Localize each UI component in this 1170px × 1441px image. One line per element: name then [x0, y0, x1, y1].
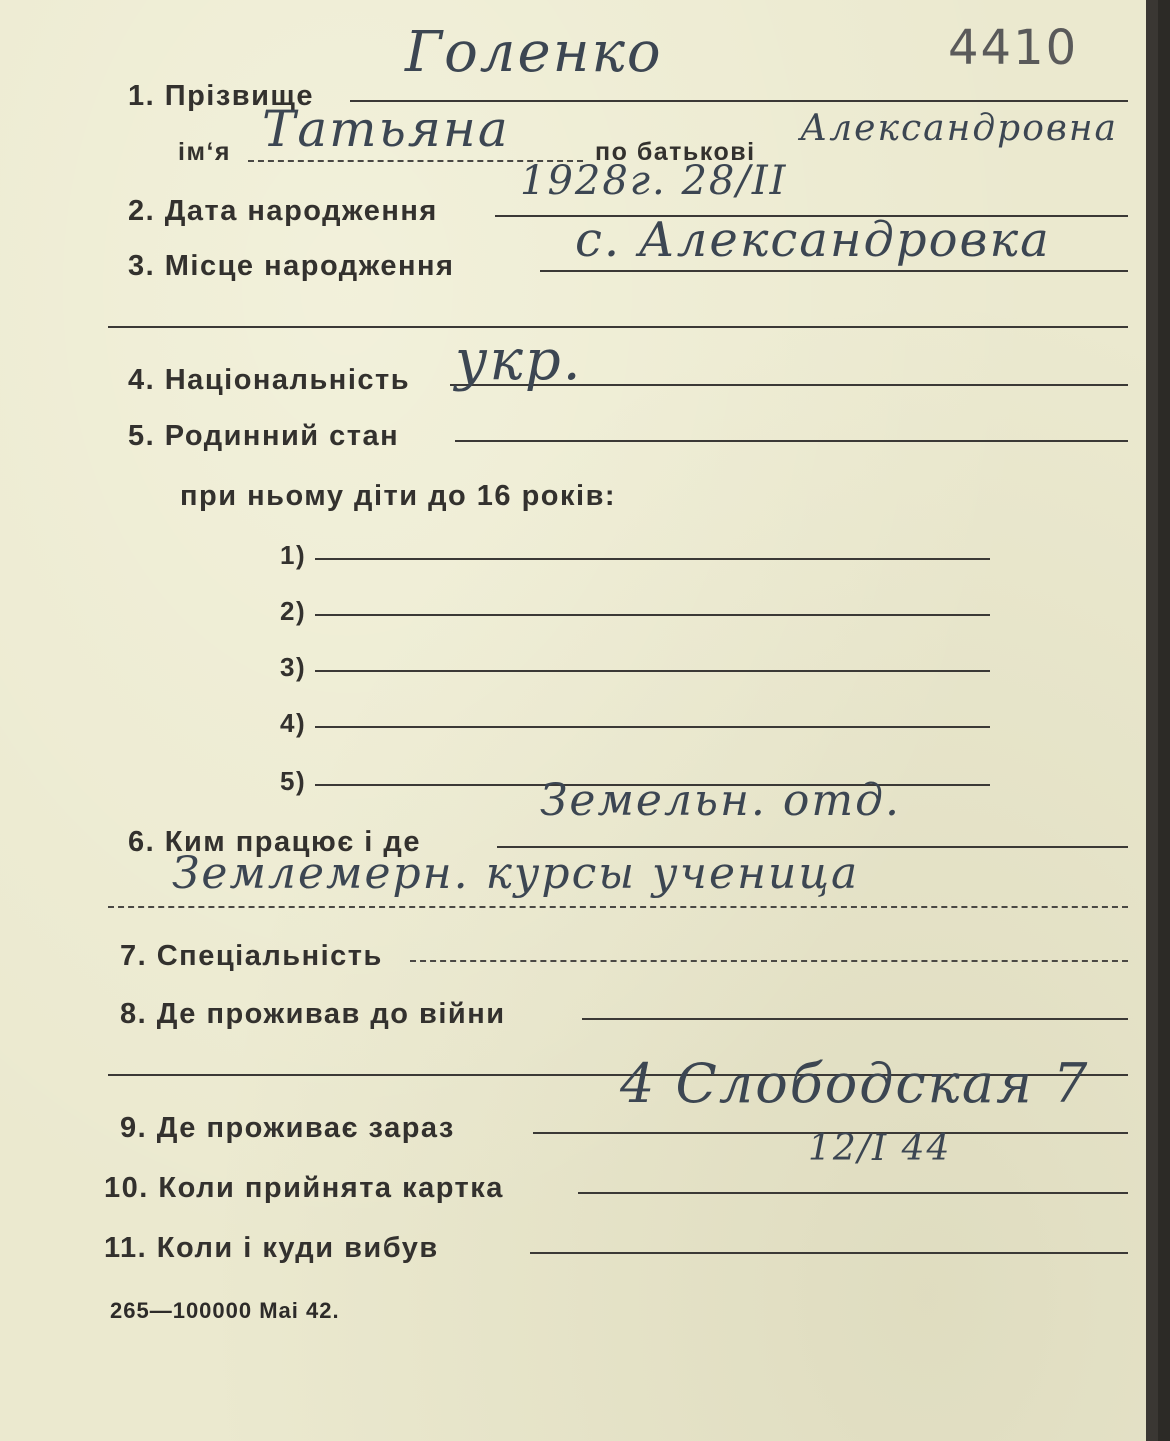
child-3-label: 3) [280, 652, 307, 682]
birth-place-value: с. Александровка [575, 212, 1051, 268]
patronymic-value: Александровна [800, 108, 1118, 149]
specialty-line [410, 960, 1128, 962]
work-value-line2: Землемерн. курсы ученица [172, 848, 860, 899]
child-4-label: 4) [280, 708, 307, 738]
nationality-value: укр. [455, 328, 583, 393]
children-label: при ньому діти до 16 років: [180, 480, 617, 512]
child-3-line [315, 670, 990, 672]
patronymic-label: по батькові [595, 138, 756, 166]
child-2-line [315, 614, 990, 616]
residence-before-war-line [582, 1018, 1128, 1020]
departure-label: 11. Коли і куди вибув [104, 1232, 439, 1264]
work-label: 6. Ким працює і де [128, 826, 421, 858]
child-5-label: 5) [280, 766, 307, 796]
name-label: ім‘я [178, 138, 231, 166]
birth-place-label: 3. Місце народження [128, 250, 455, 282]
child-1-line [315, 558, 990, 560]
specialty-label: 7. Спеціальність [120, 940, 383, 972]
residence-now-label: 9. Де проживає зараз [120, 1112, 455, 1144]
work-value-line1: Земельн. отд. [540, 775, 901, 826]
child-1-label: 1) [280, 540, 307, 570]
departure-line [530, 1252, 1128, 1254]
birth-place-line-2 [108, 326, 1128, 328]
card-date-label: 10. Коли прийнята картка [104, 1172, 504, 1204]
residence-before-war-label: 8. Де проживав до війни [120, 998, 506, 1030]
child-2-label: 2) [280, 596, 307, 626]
name-value: Татьяна [262, 100, 510, 158]
scan-edge [1146, 0, 1158, 1441]
birth-place-line [540, 270, 1128, 272]
archive-number: 4410 [948, 20, 1079, 76]
marital-status-label: 5. Родинний стан [128, 420, 400, 452]
child-4-line [315, 726, 990, 728]
birth-date-value: 1928г. 28/II [520, 158, 788, 204]
surname-label: 1. Прізвище [128, 80, 315, 112]
birth-date-label: 2. Дата народження [128, 195, 438, 227]
nationality-label: 4. Національність [128, 364, 411, 396]
surname-value: Голенко [405, 20, 663, 85]
card-date-value: 12/I 44 [808, 1128, 952, 1169]
card-date-line [578, 1192, 1128, 1194]
print-info: 265—100000 Mai 42. [110, 1298, 340, 1323]
marital-status-line [455, 440, 1128, 442]
work-line-2 [108, 906, 1128, 908]
residence-now-value: 4 Слободская 7 [620, 1052, 1090, 1115]
